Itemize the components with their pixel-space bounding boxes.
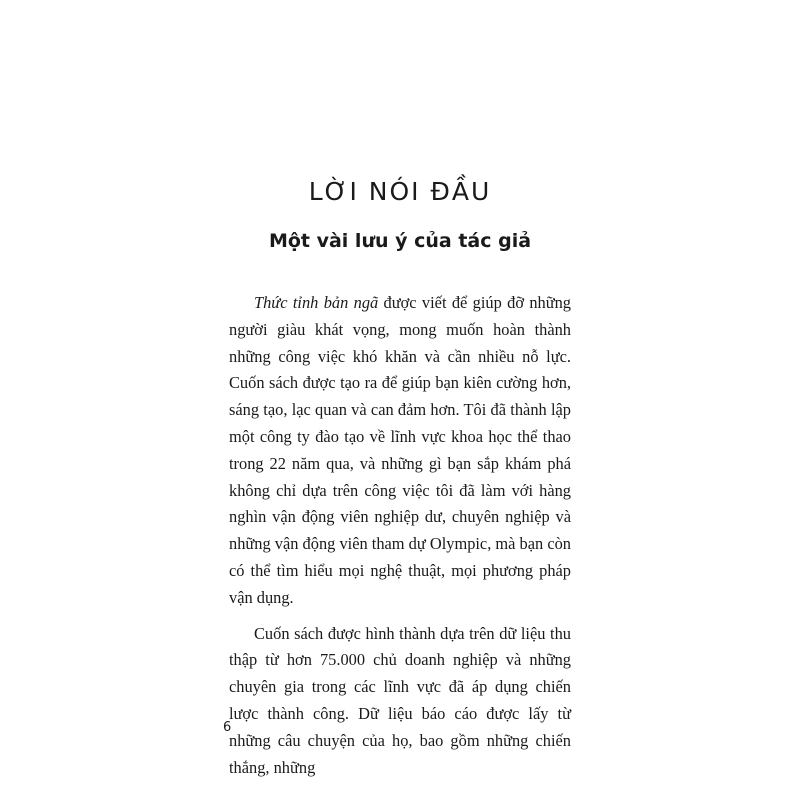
- chapter-title: LỜI NÓI ĐẦU: [308, 177, 492, 206]
- body-text: [229, 290, 571, 790]
- paragraph-2: Cuốn sách được hình thành dựa trên dữ liệu thu thập từ hơn 75.000 chủ doanh nghiệp và những chuyên gia trong các lĩnh vực đã áp dụng chiến lược thành công. Dữ liệu báo cáo được lấy từ những câu chuyện của họ, bao gồm những chiến thắng, những: [229, 623, 571, 777]
- page-number: 6: [223, 720, 232, 735]
- paragraph-1: [229, 290, 571, 612]
- paragraph-1-text: được viết để giúp đỡ những người giàu khát vọng, mong muốn hoàn thành những công việc khó khăn và cần nhiều nỗ lực. Cuốn sách được tạo ra để giúp bạn kiên cường hơn, sáng tạo, lạc quan và can đảm hơn. Tôi đã thành lập một công ty đào tạo về lĩnh vực khoa học thể thao trong 22 năm qua, và những gì bạn sắp khám phá không chỉ dựa trên công việc tôi đã làm với hàng nghìn vận động viên nghiệp dư, chuyên nghiệp và những vận động viên tham dự Olympic, mà bạn còn có thể tìm hiểu mọi nghệ thuật, mọi phương pháp vận dụng.: [229, 293, 571, 607]
- book-title-italic: Thức tỉnh bản ngã: [254, 293, 379, 312]
- chapter-subtitle: Một vài lưu ý của tác giả: [268, 230, 532, 252]
